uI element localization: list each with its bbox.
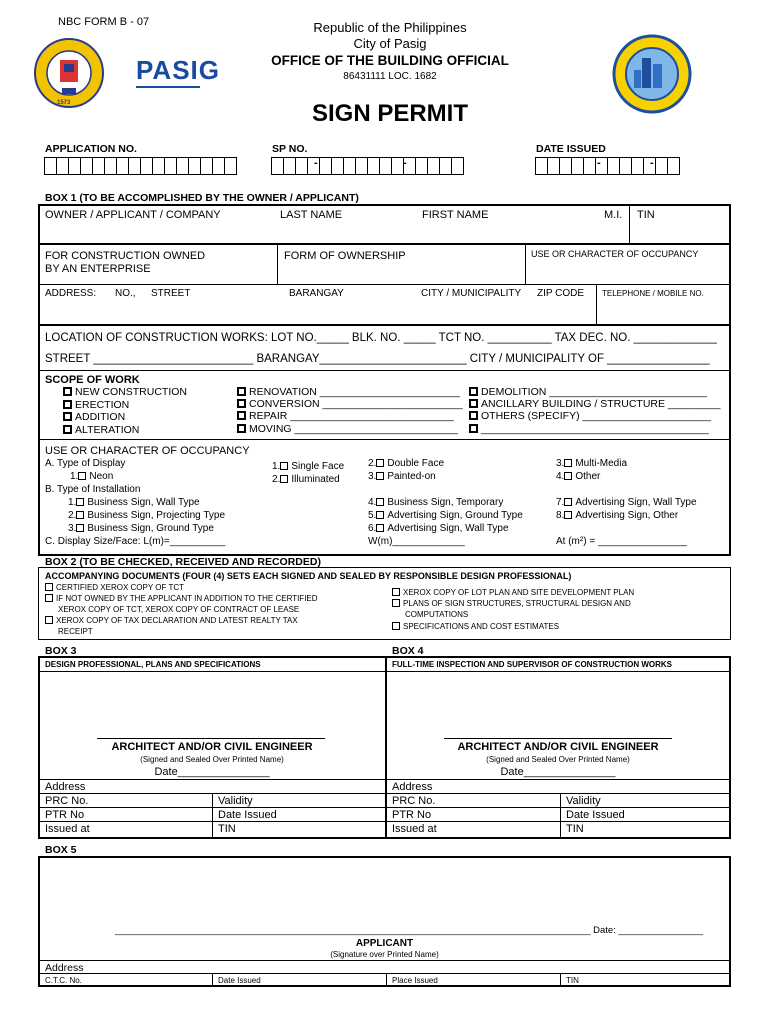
signature-note: (Signature over Printed Name) [330,950,439,959]
box5-tin[interactable]: TIN [566,976,579,985]
display-size-width[interactable]: W(m)_____________ [368,536,465,547]
pasig-logo [130,44,220,98]
street-label: STREET [151,288,191,299]
city-label: CITY / MUNICIPALITY [421,288,522,299]
construction-owned-label-2: BY AN ENTERPRISE [45,263,151,275]
doc-lot-plan[interactable]: XEROX COPY OF LOT PLAN AND SITE DEVELOPMENT PLAN [392,588,634,597]
checkbox-icon [564,498,572,506]
checkbox-icon [63,425,72,434]
install-advertising-other[interactable]: 8. Advertising Sign, Other [556,510,679,521]
office-phone: 86431111 LOC. 1682 [343,71,437,82]
install-business-projecting[interactable]: 2. Business Sign, Projecting Type [68,510,226,521]
form-code: NBC FORM B - 07 [58,16,150,28]
last-name-label: LAST NAME [280,209,343,221]
checkbox-icon [76,498,84,506]
date-issued-cells[interactable] [536,157,680,175]
install-advertising-wall-6[interactable]: 6. Advertising Sign, Wall Type [368,523,509,534]
checkbox-icon [45,616,53,624]
box4-heading: BOX 4 [392,645,424,657]
display-area[interactable]: At (m²) = ________________ [556,536,687,547]
checkbox-icon [469,424,478,433]
doc-receipt: RECEIPT [58,627,93,636]
checkbox-icon [280,475,288,483]
checkbox-icon [76,511,84,519]
install-advertising-ground[interactable]: 5. Advertising Sign, Ground Type [368,510,523,521]
box4-tin[interactable]: TIN [566,823,584,835]
box4-signer: ARCHITECT AND/OR CIVIL ENGINEER [457,741,659,753]
box1-heading: BOX 1 (TO BE ACCOMPLISHED BY THE OWNER / APPLICANT) [45,192,359,204]
scope-new-construction[interactable]: NEW CONSTRUCTION [63,386,187,398]
scope-repair[interactable]: REPAIR ____________________________ [237,410,454,422]
doc-tax-declaration[interactable]: XEROX COPY OF TAX DECLARATION AND LATEST REALTY TAX [45,616,298,625]
box4-prc[interactable]: PRC No. [392,795,436,807]
display-single-face[interactable]: 1. Single Face [272,461,345,472]
checkbox-icon [376,498,384,506]
install-business-wall[interactable]: 1. Business Sign, Wall Type [68,497,200,508]
address-label: ADDRESS: [45,288,97,299]
checkbox-icon [392,588,400,596]
zip-label: ZIP CODE [537,288,585,299]
checkbox-icon [469,399,478,408]
doc-lease-copy: XEROX COPY OF TCT, XEROX COPY OF CONTRACT OF LEASE [58,605,300,614]
scope-demolition[interactable]: DEMOLITION ___________________________ [469,386,707,398]
scope-erection[interactable]: ERECTION [63,399,129,411]
street-line[interactable]: STREET _________________________ BARANGAY_______________________ CITY / MUNICIPALITY OF ________________ [45,353,710,365]
checkbox-icon [564,511,572,519]
location-line[interactable]: LOCATION OF CONSTRUCTION WORKS: LOT NO._____ BLK. NO. _____ TCT NO. __________ TAX DEC. NO. _____________ [45,332,717,344]
occupancy-title: USE OR CHARACTER OF OCCUPANCY [45,445,250,457]
city-line: City of Pasig [353,36,427,51]
scope-others[interactable]: OTHERS (SPECIFY) ______________________ [469,410,711,422]
checkbox-icon [45,594,53,602]
form-of-ownership-label: FORM OF OWNERSHIP [284,250,406,262]
box4-date[interactable]: Date_______________ [500,766,616,778]
box3-issued-at[interactable]: Issued at [45,823,90,835]
checkbox-icon [392,622,400,630]
application-no-label: APPLICATION NO. [45,143,137,155]
display-neon[interactable]: 1. Neon [70,471,114,482]
checkbox-icon [280,462,288,470]
applicant-signature-line[interactable]: __________________________________________________________________________________________ Date: ________________ [115,925,704,936]
install-business-temporary[interactable]: 4. Business Sign, Temporary [368,497,504,508]
box5-frame [38,856,731,987]
owner-label: OWNER / APPLICANT / COMPANY [45,209,221,221]
checkbox-icon [376,524,384,532]
box3-date-issued[interactable]: Date Issued [218,809,277,821]
box3-signer: ARCHITECT AND/OR CIVIL ENGINEER [111,741,313,753]
seal-year: 1573 [57,100,71,106]
use-occupancy-label: USE OR CHARACTER OF OCCUPANCY [531,249,699,259]
box4-date-issued[interactable]: Date Issued [566,809,625,821]
box2-heading: BOX 2 (TO BE CHECKED, RECEIVED AND RECORDED) [45,556,321,568]
box3-address[interactable]: Address [45,781,86,793]
telephone-label: TELEPHONE / MOBILE NO. [602,289,704,298]
box3-sub: DESIGN PROFESSIONAL, PLANS AND SPECIFICATIONS [45,660,261,669]
checkbox-icon [376,511,384,519]
box4-issued-at[interactable]: Issued at [392,823,437,835]
sp-no-cells[interactable] [272,157,464,175]
display-double-face[interactable]: 2. Double Face [368,458,445,469]
scope-blank[interactable]: _______________________________________ [469,423,709,435]
checkbox-icon [78,472,86,480]
scope-renovation[interactable]: RENOVATION ________________________ [237,386,460,398]
checkbox-icon [469,411,478,420]
checkbox-icon [63,400,72,409]
box3-signed: (Signed and Sealed Over Printed Name) [140,755,284,764]
install-business-ground[interactable]: 3. Business Sign, Ground Type [68,523,214,534]
scope-title: SCOPE OF WORK [45,374,140,386]
box4-address[interactable]: Address [392,781,433,793]
building-official-seal-icon [612,34,692,114]
page-title: SIGN PERMIT [311,100,468,127]
install-advertising-wall-7[interactable]: 7. Advertising Sign, Wall Type [556,497,697,508]
first-name-label: FIRST NAME [422,209,489,221]
applicant-label: APPLICANT [355,938,414,949]
box3-validity[interactable]: Validity [218,795,253,807]
box3-date[interactable]: Date_______________ [154,766,270,778]
mi-label: M.I. [604,209,623,221]
box4-signed: (Signed and Sealed Over Printed Name) [486,755,630,764]
sp-dash-1: - [314,157,318,169]
scope-alteration[interactable]: ALTERATION [63,424,139,436]
box4-ptr[interactable]: PTR No [392,809,432,821]
date-issued-label: DATE ISSUED [536,143,606,155]
box3-heading: BOX 3 [45,645,77,657]
checkbox-icon [63,412,72,421]
checkbox-icon [564,459,572,467]
checkbox-icon [564,472,572,480]
type-of-installation: B. Type of Installation [45,484,141,495]
checkbox-icon [469,387,478,396]
box5-address[interactable]: Address [45,962,84,974]
scope-conversion[interactable]: CONVERSION ________________________ [237,398,463,410]
checkbox-icon [237,387,246,396]
republic-line: Republic of the Philippines [313,20,467,35]
place-issued[interactable]: Place Issued [392,976,438,985]
checkbox-icon [376,459,384,467]
checkbox-icon [392,599,400,607]
display-painted-on[interactable]: 3. Painted-on [368,471,436,482]
display-multimedia[interactable]: 3. Multi-Media [556,458,628,469]
application-no-cells[interactable] [45,157,237,175]
doc-computations: COMPUTATIONS [405,610,469,619]
box4-sub: FULL-TIME INSPECTION AND SUPERVISOR OF CONSTRUCTION WORKS [392,660,673,669]
box3-ptr[interactable]: PTR No [45,809,85,821]
box4-validity[interactable]: Validity [566,795,601,807]
display-other[interactable]: 4. Other [556,471,601,482]
display-illuminated[interactable]: 2. Illuminated [272,474,340,485]
date-dash-2: - [650,157,654,169]
checkbox-icon [237,399,246,408]
box5-date-issued[interactable]: Date Issued [218,976,261,985]
box3-prc[interactable]: PRC No. [45,795,89,807]
scope-moving[interactable]: MOVING ____________________________ [237,423,458,435]
ctc-no[interactable]: C.T.C. No. [45,976,82,985]
no-label: NO., [115,288,136,299]
doc-sign-plans[interactable]: PLANS OF SIGN STRUCTURES, STRUCTURAL DESIGN AND [392,599,631,608]
construction-owned-label-1: FOR CONSTRUCTION OWNED [45,250,206,262]
docs-heading: ACCOMPANYING DOCUMENTS (FOUR (4) SETS EACH SIGNED AND SEALED BY RESPONSIBLE DESIGN PROFESSIONAL) [45,571,572,581]
date-dash-1: - [597,157,601,169]
box3-tin[interactable]: TIN [218,823,236,835]
checkbox-icon [237,411,246,420]
box5-heading: BOX 5 [45,844,77,856]
checkbox-icon [237,424,246,433]
sp-no-label: SP NO. [272,143,308,155]
doc-certified-tct[interactable]: CERTIFIED XEROX COPY OF TCT [45,583,184,592]
type-of-display: A. Type of Display [45,458,126,469]
pasig-seal-icon [34,38,104,108]
display-size-length[interactable]: C. Display Size/Face: L(m)=__________ [45,536,226,547]
sp-dash-2: - [403,157,407,169]
doc-not-owned[interactable]: IF NOT OWNED BY THE APPLICANT IN ADDITION TO THE CERTIFIED [45,594,318,603]
office-title: OFFICE OF THE BUILDING OFFICIAL [271,53,509,68]
barangay-label: BARANGAY [289,288,344,299]
tin-label: TIN [637,209,655,221]
scope-addition[interactable]: ADDITION [63,411,125,423]
doc-specifications[interactable]: SPECIFICATIONS AND COST ESTIMATES [392,622,559,631]
checkbox-icon [63,387,72,396]
checkbox-icon [45,583,53,591]
scope-ancillary[interactable]: ANCILLARY BUILDING / STRUCTURE _________ [469,398,720,410]
pasig-logo-text: PASIG [136,55,220,85]
checkbox-icon [376,472,384,480]
checkbox-icon [76,524,84,532]
